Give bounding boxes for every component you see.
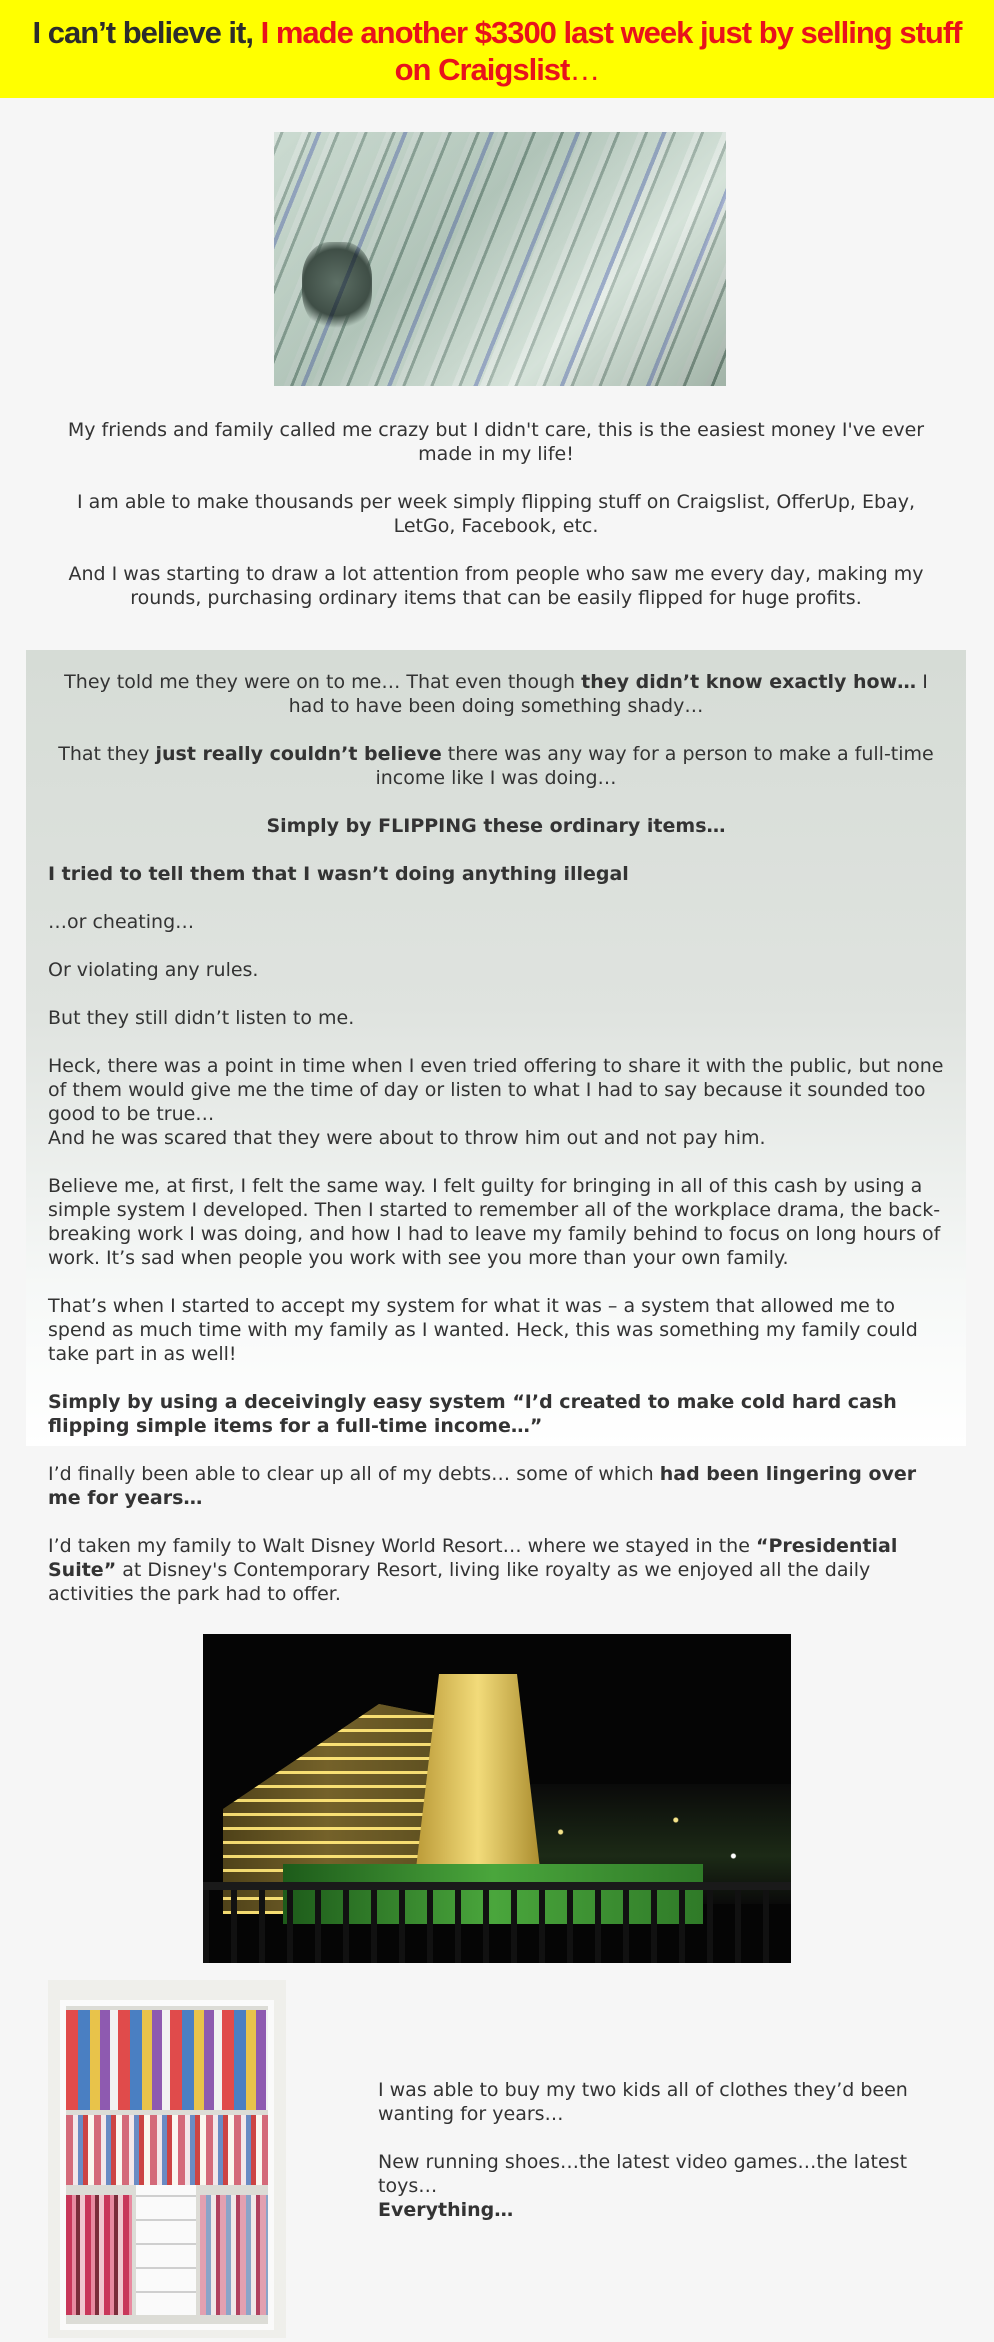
closet-drawers	[136, 2185, 196, 2315]
story-p2-text-a: That they	[58, 743, 156, 765]
hanging-clothes-right	[200, 2195, 268, 2315]
after-p2-bold: “Presidential Suite”	[48, 1535, 898, 1581]
story-p1-text-c: I had to have been doing something shady…	[288, 671, 928, 717]
hanging-clothes-top	[66, 2115, 268, 2185]
headline-banner	[0, 0, 994, 98]
story-p1-text-a: They told me they were on to me… That even though	[64, 671, 582, 693]
headline-ellipsis: …	[569, 52, 600, 87]
story-left-section	[48, 862, 944, 1606]
story-paragraph-6: Or violating any rules.	[48, 959, 259, 981]
toy-shelves	[66, 2010, 268, 2110]
story-paragraph-10: That’s when I started to accept my system for what it was – a system that allowed me to spend as much time with my family as I wanted. Heck, this was something my family could take part in as well!	[48, 1295, 918, 1365]
after-paragraph-2	[48, 1534, 944, 1606]
story-p2-bold: just really couldn’t believe	[155, 743, 442, 765]
cash-fan-image	[274, 132, 726, 386]
intro-paragraph-3: And I was starting to draw a lot attention from people who saw me every day, making my rounds, purchasing ordinary items that can be easily flipped for huge profits.	[68, 563, 924, 609]
after-p1-bold: had been lingering over me for years…	[48, 1463, 917, 1509]
headline-part2: I made another $3300 last week just by selling stuff on Craigslist	[260, 15, 962, 87]
kids-p2-text-a: New running shoes…the latest video games…the latest toys…	[378, 2151, 908, 2197]
story-paragraph-9: Believe me, at first, I felt the same way. I felt guilty for bringing in all of this cash by using a simple system I developed. Then I started to remember all of the workplace drama, the back-breaking work I was doing, and how I had to leave my family behind to focus on long hours of work. It’s sad when people you work with see you more than your own family.	[48, 1175, 941, 1269]
story-p2-text-c: there was any way for a person to make a full-time income like I was doing…	[375, 743, 934, 789]
hotel-tower	[413, 1674, 543, 1894]
story-paragraph-7: But they still didn’t listen to me.	[48, 1007, 355, 1029]
story-paragraph-4: I tried to tell them that I wasn’t doing anything illegal	[48, 863, 629, 885]
intro-paragraph-1: My friends and family called me crazy but I didn't care, this is the easiest money I've ever made in my life!	[67, 419, 925, 465]
intro-paragraph-2: I am able to make thousands per week simply flipping stuff on Craigslist, OfferUp, Ebay, LetGo, Facebook, etc.	[76, 491, 916, 537]
kids-closet-image	[48, 1980, 286, 2338]
story-paragraph-8a: Heck, there was a point in time when I even tried offering to share it with the public, but none of them would give me the time of day or listen to what I had to say because it sounded too good to be true…	[48, 1055, 944, 1125]
kids-paragraph-2	[378, 2150, 948, 2222]
after-p1-text-a: I’d finally been able to clear up all of my debts… some of which	[48, 1463, 660, 1485]
story-paragraph-3: Simply by FLIPPING these ordinary items…	[266, 815, 726, 837]
headline-part1: I can’t believe it,	[32, 15, 253, 50]
story-paragraph-2	[48, 742, 944, 790]
story-paragraph-1	[48, 670, 944, 718]
banknote-security-strips	[274, 132, 726, 386]
after-p2-text-a: I’d taken my family to Walt Disney World Resort… where we stayed in the	[48, 1535, 756, 1557]
story-paragraph-8b: And he was scared that they were about to throw him out and not pay him.	[48, 1127, 766, 1149]
story-paragraph-11: Simply by using a deceivingly easy system “I’d created to make cold hard cash flipping simple items for a full-time income…”	[48, 1391, 897, 1437]
balcony-railing	[203, 1882, 791, 1963]
story-centered-section	[48, 670, 944, 838]
intro-section	[48, 418, 944, 610]
after-p2-text-c: at Disney's Contemporary Resort, living like royalty as we enjoyed all the daily activities the park had to offer.	[48, 1559, 871, 1605]
kids-section	[378, 2078, 948, 2222]
disney-contemporary-resort-image	[203, 1634, 791, 1963]
hanging-clothes-left	[66, 2195, 132, 2315]
story-p1-bold: they didn’t know exactly how…	[581, 671, 917, 693]
kids-paragraph-1: I was able to buy my two kids all of clothes they’d been wanting for years…	[378, 2079, 908, 2125]
story-paragraph-5: …or cheating…	[48, 911, 195, 933]
after-paragraph-1	[48, 1462, 944, 1510]
kids-p2-bold: Everything…	[378, 2199, 514, 2221]
